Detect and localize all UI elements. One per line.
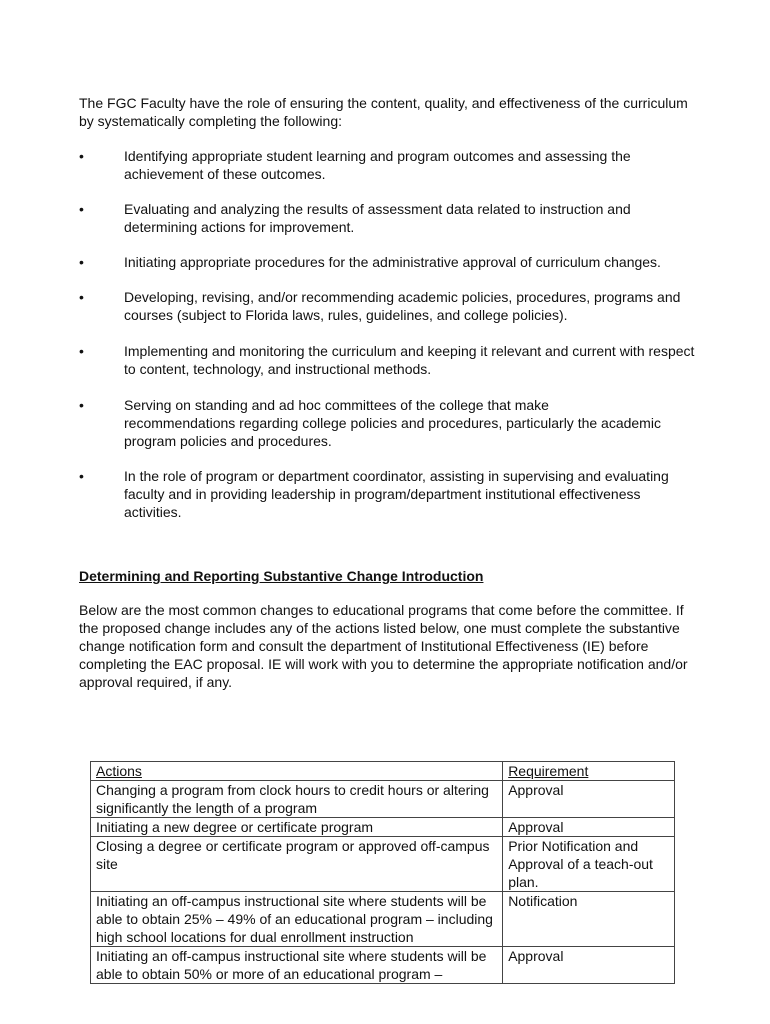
requirement-cell: Approval — [503, 781, 675, 818]
action-cell: Closing a degree or certificate program or approved off-campus site — [91, 837, 503, 892]
table-row — [91, 947, 675, 984]
requirement-cell: Approval — [503, 947, 675, 984]
table-header-row — [91, 762, 675, 781]
list-item — [79, 396, 709, 450]
list-item — [79, 253, 709, 271]
bullet-marker: • — [79, 148, 84, 164]
bullet-marker: • — [79, 254, 84, 270]
table-row — [91, 781, 675, 818]
list-item — [79, 467, 709, 521]
list-item-text: Initiating appropriate procedures for the administrative approval of curriculum changes. — [124, 254, 661, 270]
section-paragraph: Below are the most common changes to educational programs that come before the committee. If the proposed change includes any of the actions listed below, one must complete the substantive change notification form and consult the department of Institutional Effectiveness (IE) before completing the EAC proposal. IE will work with you to determine the appropriate notification and/or approval required, if any. — [79, 602, 688, 690]
bullet-marker: • — [79, 289, 84, 305]
action-cell: Initiating a new degree or certificate program — [91, 818, 503, 837]
action-cell: Initiating an off-campus instructional site where students will be able to obtain 50% or more of an educational program – — [91, 947, 503, 984]
bullet-marker: • — [79, 397, 84, 413]
action-cell: Changing a program from clock hours to credit hours or altering significantly the length of a program — [91, 781, 503, 818]
table-row — [91, 892, 675, 947]
header-actions: Actions — [91, 762, 503, 781]
requirement-cell: Approval — [503, 818, 675, 837]
list-item — [79, 288, 709, 324]
bullet-marker: • — [79, 201, 84, 217]
requirement-cell: Prior Notification and Approval of a teach-out plan. — [503, 837, 675, 892]
list-item-text: In the role of program or department coordinator, assisting in supervising and evaluating faculty and in providing leadership in program/department institutional effectiveness activities. — [124, 468, 669, 520]
intro-paragraph: The FGC Faculty have the role of ensuring the content, quality, and effectiveness of the curriculum by systematically completing the following: — [79, 95, 688, 129]
header-requirement: Requirement — [503, 762, 675, 781]
list-item — [79, 342, 709, 378]
list-item-text: Serving on standing and ad hoc committees of the college that make recommendations regarding college policies and procedures, particularly the academic program policies and procedures. — [124, 397, 661, 449]
list-item-text: Identifying appropriate student learning and program outcomes and assessing the achievement of these outcomes. — [124, 148, 631, 182]
list-item — [79, 147, 709, 183]
section-heading: Determining and Reporting Substantive Change Introduction — [79, 568, 484, 584]
requirement-cell: Notification — [503, 892, 675, 947]
list-item-text: Developing, revising, and/or recommending academic policies, procedures, programs and courses (subject to Florida laws, rules, guidelines, and college policies). — [124, 289, 681, 323]
faculty-role-list — [79, 147, 709, 521]
table-row — [91, 818, 675, 837]
bullet-marker: • — [79, 468, 84, 484]
table-row — [91, 837, 675, 892]
substantive-change-table — [90, 761, 675, 984]
bullet-marker: • — [79, 343, 84, 359]
list-item-text: Implementing and monitoring the curriculum and keeping it relevant and current with respect to content, technology, and instructional methods. — [124, 343, 695, 377]
action-cell: Initiating an off-campus instructional site where students will be able to obtain 25% – 49% of an educational program – including high school locations for dual enrollment instruction — [91, 892, 503, 947]
list-item — [79, 200, 709, 236]
list-item-text: Evaluating and analyzing the results of assessment data related to instruction and determining actions for improvement. — [124, 201, 631, 235]
